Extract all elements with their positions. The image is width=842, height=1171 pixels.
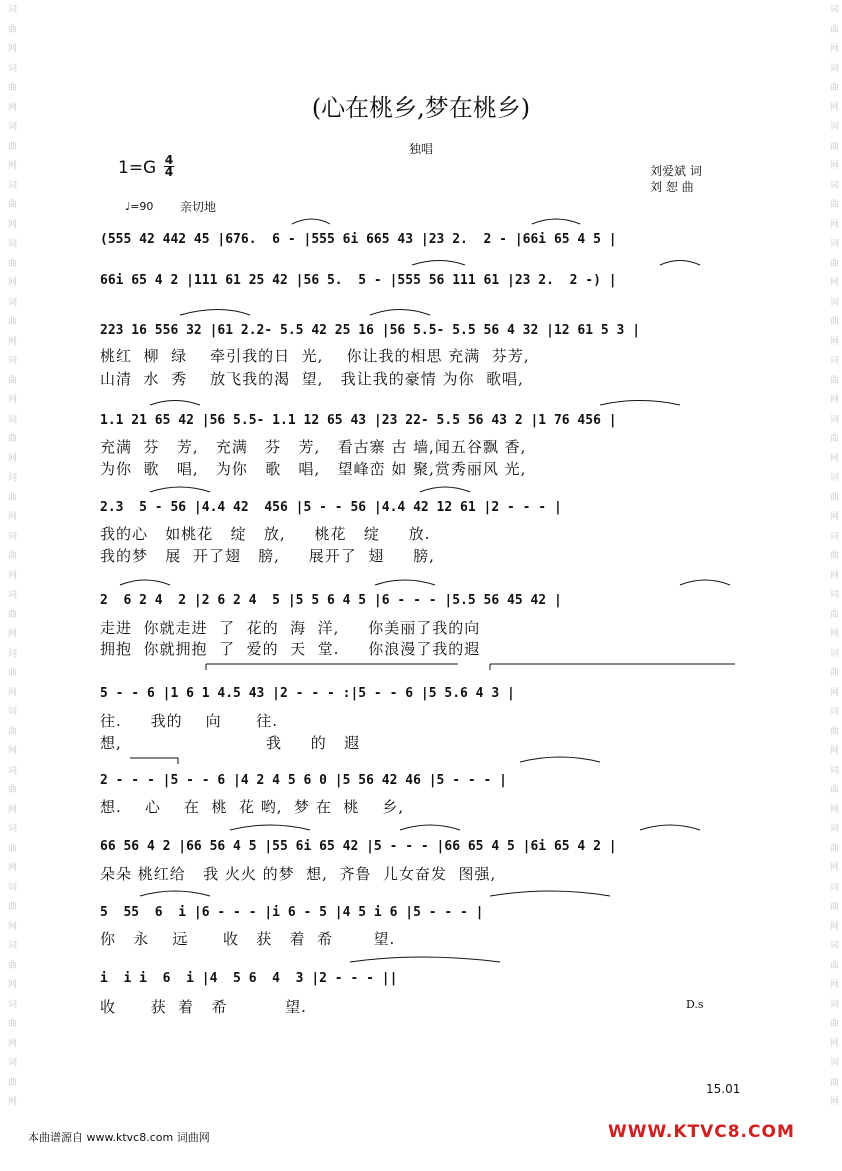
composer-credit: 刘 恕 曲: [650, 180, 694, 194]
watermark-glyph: 词: [6, 940, 16, 949]
meter-top: 4: [164, 153, 174, 167]
lyric-line-1: 想. 心 在 桃 花 哟, 梦 在 桃 乡,: [100, 798, 405, 816]
watermark-glyph: 曲: [6, 23, 16, 33]
site-logo: WWW.KTVC8.COM: [608, 1122, 795, 1142]
watermark-glyph: 网: [6, 745, 16, 754]
watermark-glyph: 词: [6, 296, 16, 306]
watermark-glyph: 网: [6, 920, 16, 930]
watermark-glyph: 曲: [828, 374, 838, 384]
lyric-line-2: 山清 水 秀 放飞我的渴 望, 我让我的豪情 为你 歌唱,: [100, 370, 524, 388]
watermark-glyph: 词: [6, 121, 16, 130]
watermark-glyph: 网: [6, 1037, 16, 1047]
watermark-glyph: 网: [828, 628, 838, 637]
lyricist-credit: 刘爱斌 词: [650, 164, 702, 178]
watermark-glyph: 曲: [6, 901, 16, 910]
watermark-glyph: 网: [828, 862, 838, 871]
meter-bottom: 4: [164, 165, 174, 179]
watermark-glyph: 网: [6, 979, 16, 988]
notation-row: 2 - - - |5 - - 6 |4 2 4 5 6 0 |5 56 42 46 |5 - - - |: [100, 773, 507, 788]
watermark-glyph: 曲: [6, 1076, 16, 1086]
watermark-glyph: 曲: [6, 316, 16, 325]
watermark-glyph: 曲: [828, 257, 838, 267]
watermark-glyph: 词: [828, 121, 838, 130]
watermark-glyph: 词: [828, 647, 838, 657]
watermark-glyph: 曲: [828, 959, 838, 969]
watermark-glyph: 曲: [828, 842, 838, 852]
expression-marking: 亲切地: [180, 200, 217, 214]
notation-row: 2 6 2 4 2 |2 6 2 4 5 |5 5 6 4 5 |6 - - - |5.5 56 45 42 |: [100, 593, 562, 608]
watermark-glyph: 网: [828, 335, 838, 345]
watermark-glyph: 网: [6, 511, 16, 520]
watermark-glyph: 词: [6, 4, 16, 13]
watermark-glyph: 词: [6, 589, 16, 598]
watermark-glyph: 曲: [6, 257, 16, 267]
watermark-glyph: 曲: [6, 433, 16, 442]
watermark-glyph: 网: [828, 160, 838, 169]
lyric-line-1: 往. 我的 向 往.: [100, 712, 279, 730]
watermark-glyph: 网: [6, 452, 16, 462]
watermark-glyph: 网: [6, 803, 16, 813]
watermark-glyph: 词: [6, 647, 16, 657]
watermark-glyph: 词: [828, 1057, 838, 1066]
watermark-glyph: 曲: [828, 725, 838, 735]
watermark-glyph: 曲: [828, 667, 838, 676]
watermark-glyph: 网: [6, 101, 16, 111]
watermark-glyph: 网: [828, 803, 838, 813]
notation-row: 2.3 5 - 56 |4.4 42 456 |5 - - 56 |4.4 42 12 61 |2 - - - |: [100, 500, 562, 515]
watermark-glyph: 网: [6, 394, 16, 403]
watermark-glyph: 曲: [828, 199, 838, 208]
watermark-glyph: 网: [6, 862, 16, 871]
watermark-glyph: 网: [6, 160, 16, 169]
watermark-glyph: 词: [828, 296, 838, 306]
watermark-glyph: 曲: [828, 23, 838, 33]
watermark-glyph: 网: [6, 686, 16, 696]
watermark-glyph: 词: [6, 62, 16, 72]
watermark-glyph: 网: [828, 1096, 838, 1105]
watermark-glyph: 曲: [828, 1018, 838, 1027]
watermark-glyph: 词: [828, 4, 838, 13]
notation-row: 5 55 6 i |6 - - - |i 6 - 5 |4 5 i 6 |5 - - - |: [100, 905, 484, 920]
watermark-glyph: 曲: [828, 784, 838, 793]
watermark-glyph: 词: [828, 472, 838, 481]
watermark-glyph: 网: [828, 511, 838, 520]
dal-segno-marking: D.s: [686, 998, 704, 1011]
watermark-glyph: 网: [6, 1096, 16, 1105]
lyric-line-2: 我的梦 展 开了翅 膀, 展开了 翅 膀,: [100, 547, 435, 565]
source-footer: 本曲谱源自 www.ktvc8.com 词曲网: [28, 1131, 210, 1144]
lyric-line-2: 想, 我 的 遐: [100, 734, 361, 752]
watermark-glyph: 词: [6, 764, 16, 774]
watermark-glyph: 曲: [828, 550, 838, 559]
watermark-glyph: 曲: [6, 140, 16, 150]
watermark-glyph: 曲: [828, 433, 838, 442]
notation-row: 5 - - 6 |1 6 1 4.5 43 |2 - - - :|5 - - 6 |5 5.6 4 3 |: [100, 686, 515, 701]
watermark-glyph: 网: [828, 101, 838, 111]
watermark-glyph: 词: [6, 1057, 16, 1066]
watermark-glyph: 曲: [828, 1076, 838, 1086]
watermark-glyph: 词: [828, 413, 838, 423]
watermark-glyph: 词: [828, 530, 838, 540]
notation-row: 1.1 21 65 42 |56 5.5- 1.1 12 65 43 |23 22- 5.5 56 43 2 |1 76 456 |: [100, 413, 617, 428]
watermark-glyph: 网: [828, 218, 838, 228]
watermark-glyph: 词: [828, 62, 838, 72]
notation-row: 66 56 4 2 |66 56 4 5 |55 6i 65 42 |5 - - - |66 65 4 5 |6i 65 4 2 |: [100, 839, 617, 854]
watermark-glyph: 网: [6, 218, 16, 228]
watermark-glyph: 网: [828, 1037, 838, 1047]
watermark-glyph: 网: [828, 979, 838, 988]
key-signature: 1=G: [118, 158, 157, 178]
lyric-line-1: 朵朵 桃红给 我 火火 的梦 想, 齐鲁 儿女奋发 图强,: [100, 865, 497, 883]
watermark-glyph: 网: [6, 277, 16, 286]
notation-row: (555 42 442 45 |676. 6 - |555 6i 665 43 |23 2. 2 - |66i 65 4 5 |: [100, 232, 617, 247]
watermark-glyph: 曲: [828, 608, 838, 618]
watermark-glyph: 曲: [828, 140, 838, 150]
watermark-glyph: 词: [828, 998, 838, 1008]
watermark-glyph: 曲: [6, 374, 16, 384]
watermark-glyph: 网: [828, 569, 838, 579]
lyric-line-1: 收 获 着 希 望.: [100, 998, 307, 1016]
watermark-glyph: 网: [6, 628, 16, 637]
page-number: 15.01: [706, 1082, 741, 1096]
watermark-glyph: 词: [828, 764, 838, 774]
lyric-line-2: 拥抱 你就拥抱 了 爱的 天 堂. 你浪漫了我的遐: [100, 640, 481, 658]
watermark-glyph: 词: [6, 706, 16, 715]
lyric-line-1: 我的心 如桃花 绽 放, 桃花 绽 放.: [100, 525, 431, 543]
watermark-glyph: 网: [828, 452, 838, 462]
watermark-glyph: 词: [6, 472, 16, 481]
watermark-glyph: 网: [828, 745, 838, 754]
watermark-glyph: 网: [828, 43, 838, 52]
watermark-glyph: 曲: [828, 491, 838, 501]
watermark-glyph: 词: [828, 706, 838, 715]
watermark-glyph: 曲: [6, 82, 16, 91]
watermark-glyph: 曲: [6, 199, 16, 208]
watermark-glyph: 曲: [6, 959, 16, 969]
watermark-glyph: 曲: [6, 667, 16, 676]
watermark-glyph: 词: [828, 881, 838, 891]
watermark-glyph: 网: [6, 43, 16, 52]
watermark-glyph: 曲: [6, 725, 16, 735]
watermark-glyph: 词: [6, 179, 16, 189]
watermark-glyph: 曲: [6, 842, 16, 852]
performance-type: 独唱: [408, 142, 433, 156]
tempo-marking: ♩=90: [125, 200, 154, 213]
watermark-glyph: 曲: [828, 316, 838, 325]
lyric-line-2: 为你 歌 唱, 为你 歌 唱, 望峰峦 如 聚,赏秀丽风 光,: [100, 460, 527, 478]
watermark-glyph: 词: [828, 940, 838, 949]
notation-row: 66i 65 4 2 |111 61 25 42 |56 5. 5 - |555 56 111 61 |23 2. 2 -) |: [100, 273, 617, 288]
watermark-glyph: 词: [6, 530, 16, 540]
watermark-glyph: 词: [828, 179, 838, 189]
watermark-glyph: 曲: [6, 608, 16, 618]
song-title: (心在桃乡,梦在桃乡): [311, 94, 531, 122]
watermark-glyph: 词: [6, 413, 16, 423]
notation-row: 223 16 556 32 |61 2.2- 5.5 42 25 16 |56 5.5- 5.5 56 4 32 |12 61 5 3 |: [100, 323, 641, 338]
watermark-glyph: 词: [828, 355, 838, 364]
lyric-line-1: 桃红 柳 绿 牵引我的日 光, 你让我的相思 充满 芬芳,: [100, 347, 530, 365]
lyric-line-1: 你 永 远 收 获 着 希 望.: [100, 930, 396, 948]
watermark-glyph: 词: [6, 823, 16, 832]
watermark-glyph: 网: [828, 686, 838, 696]
lyric-line-1: 走进 你就走进 了 花的 海 洋, 你美丽了我的向: [100, 619, 481, 637]
watermark-glyph: 曲: [828, 82, 838, 91]
watermark-glyph: 曲: [6, 784, 16, 793]
watermark-glyph: 网: [828, 920, 838, 930]
watermark-glyph: 词: [828, 823, 838, 832]
watermark-glyph: 网: [6, 335, 16, 345]
watermark-glyph: 词: [6, 998, 16, 1008]
watermark-glyph: 网: [6, 569, 16, 579]
watermark-glyph: 词: [6, 238, 16, 247]
lyric-line-1: 充满 芬 芳, 充满 芬 芳, 看古寨 古 墙,闻五谷飘 香,: [100, 438, 527, 456]
watermark-glyph: 词: [6, 881, 16, 891]
watermark-glyph: 曲: [6, 550, 16, 559]
watermark-glyph: 曲: [828, 901, 838, 910]
watermark-glyph: 网: [828, 394, 838, 403]
notation-row: i i i 6 i |4 5 6 4 3 |2 - - - ||: [100, 971, 398, 986]
watermark-glyph: 词: [828, 589, 838, 598]
watermark-glyph: 词: [6, 355, 16, 364]
watermark-glyph: 曲: [6, 1018, 16, 1027]
watermark-glyph: 网: [828, 277, 838, 286]
watermark-glyph: 词: [828, 238, 838, 247]
watermark-glyph: 曲: [6, 491, 16, 501]
